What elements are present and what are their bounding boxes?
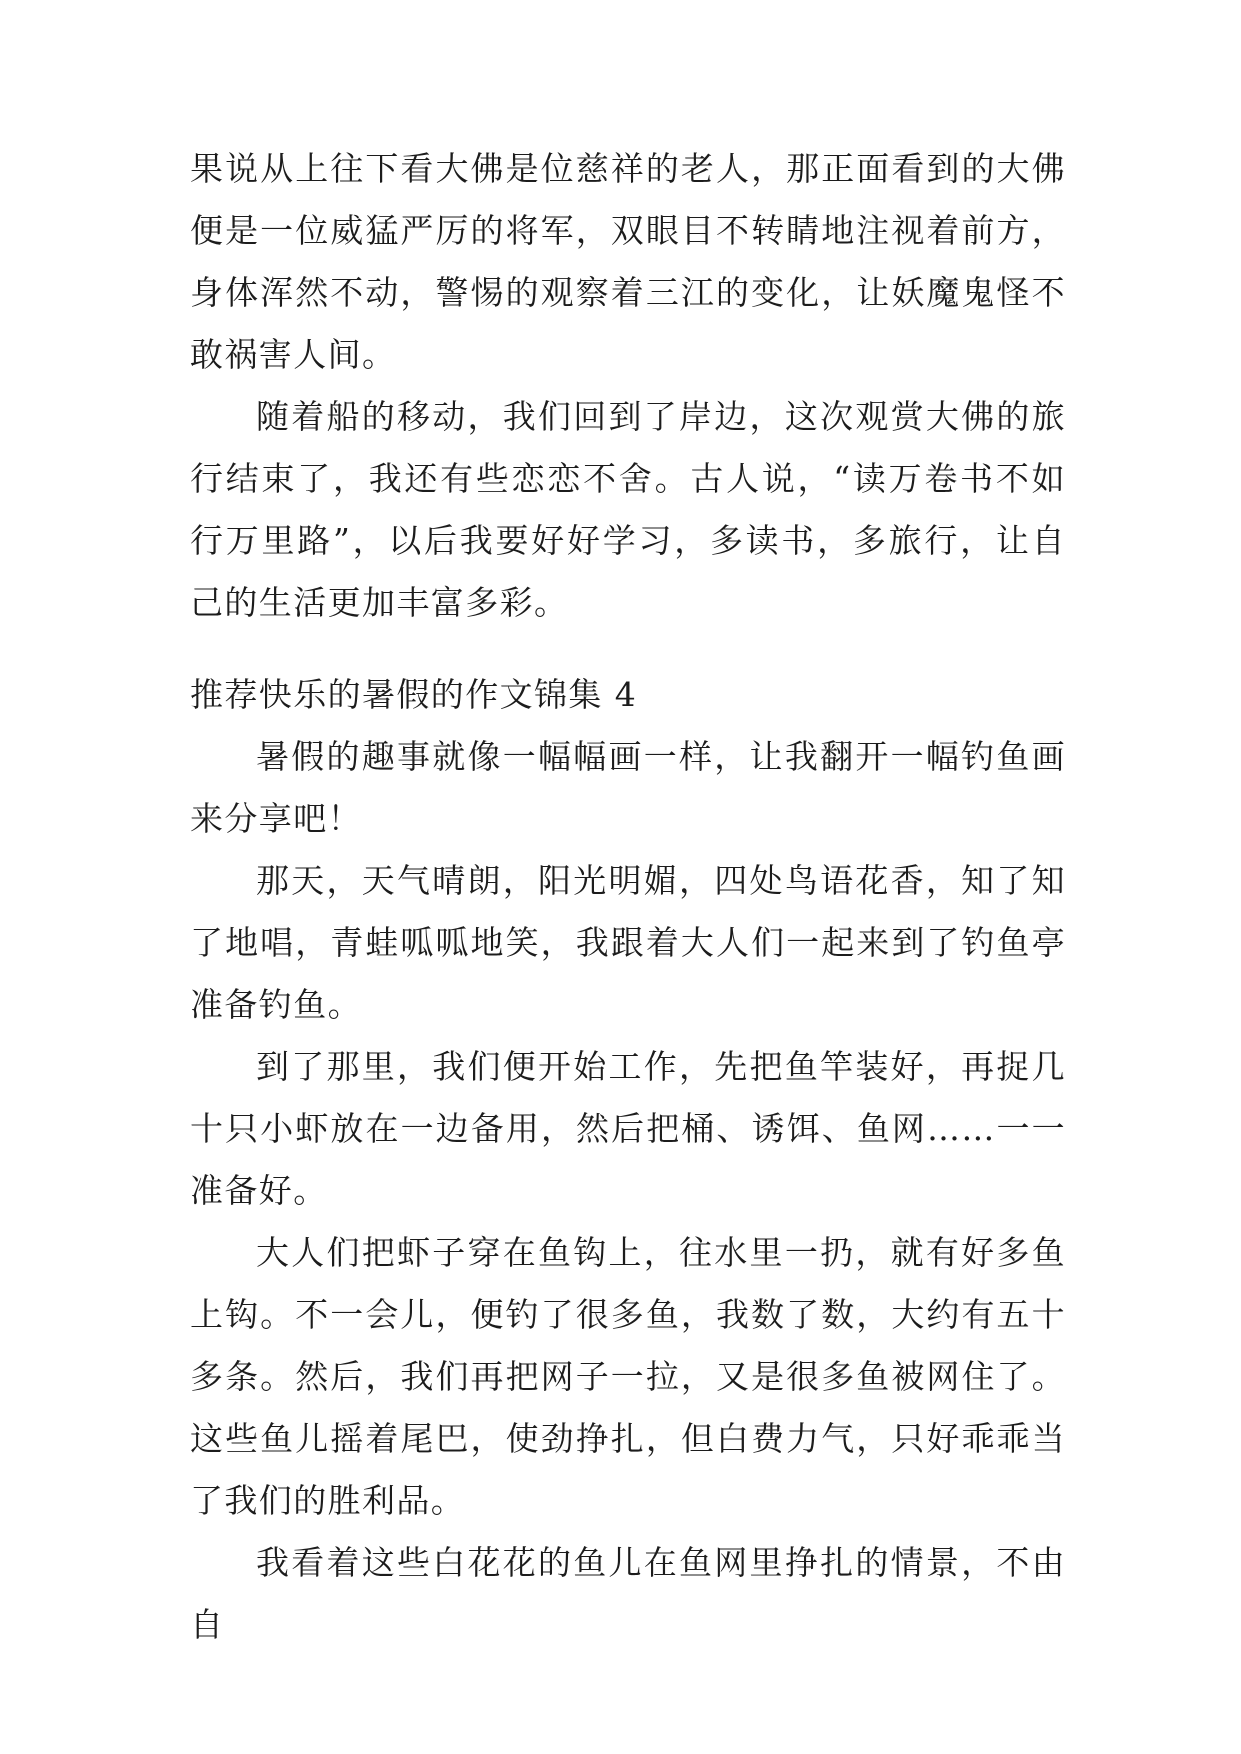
paragraph-trip-ending: 随着船的移动，我们回到了岸边，这次观赏大佛的旅行结束了，我还有些恋恋不舍。古人说，“读万卷书不如行万里路”，以后我要好好学习，多读书，多旅行，让自己的生活更加丰富多彩。 (190, 397, 1066, 622)
section-heading: 推荐快乐的暑假的作文锦集 4 (190, 675, 638, 714)
paragraph-weather: 那天，天气晴朗，阳光明媚，四处鸟语花香，知了知了地唱，青蛙呱呱地笑，我跟着大人们一起来到了钓鱼亭准备钓鱼。 (190, 861, 1066, 1024)
document-page (190, 138, 1066, 1656)
paragraph-preparation: 到了那里，我们便开始工作，先把鱼竿装好，再捉几十只小虾放在一边备用，然后把桶、诱饵、鱼网……一一准备好。 (190, 1047, 1066, 1210)
paragraph-continued: 果说从上往下看大佛是位慈祥的老人，那正面看到的大佛便是一位威猛严厉的将军，双眼目不转睛地注视着前方，身体浑然不动，警惕的观察着三江的变化，让妖魔鬼怪不敢祸害人间。 (190, 149, 1066, 374)
paragraph-observation: 我看着这些白花花的鱼儿在鱼网里挣扎的情景，不由自 (190, 1543, 1066, 1644)
paragraph-intro: 暑假的趣事就像一幅幅画一样，让我翻开一幅钓鱼画来分享吧！ (190, 737, 1066, 838)
paragraph-fishing: 大人们把虾子穿在鱼钩上，往水里一扔，就有好多鱼上钩。不一会儿，便钓了很多鱼，我数了数，大约有五十多条。然后，我们再把网子一拉，又是很多鱼被网住了。这些鱼儿摇着尾巴，使劲挣扎，但白费力气，只好乖乖当了我们的胜利品。 (190, 1233, 1066, 1520)
